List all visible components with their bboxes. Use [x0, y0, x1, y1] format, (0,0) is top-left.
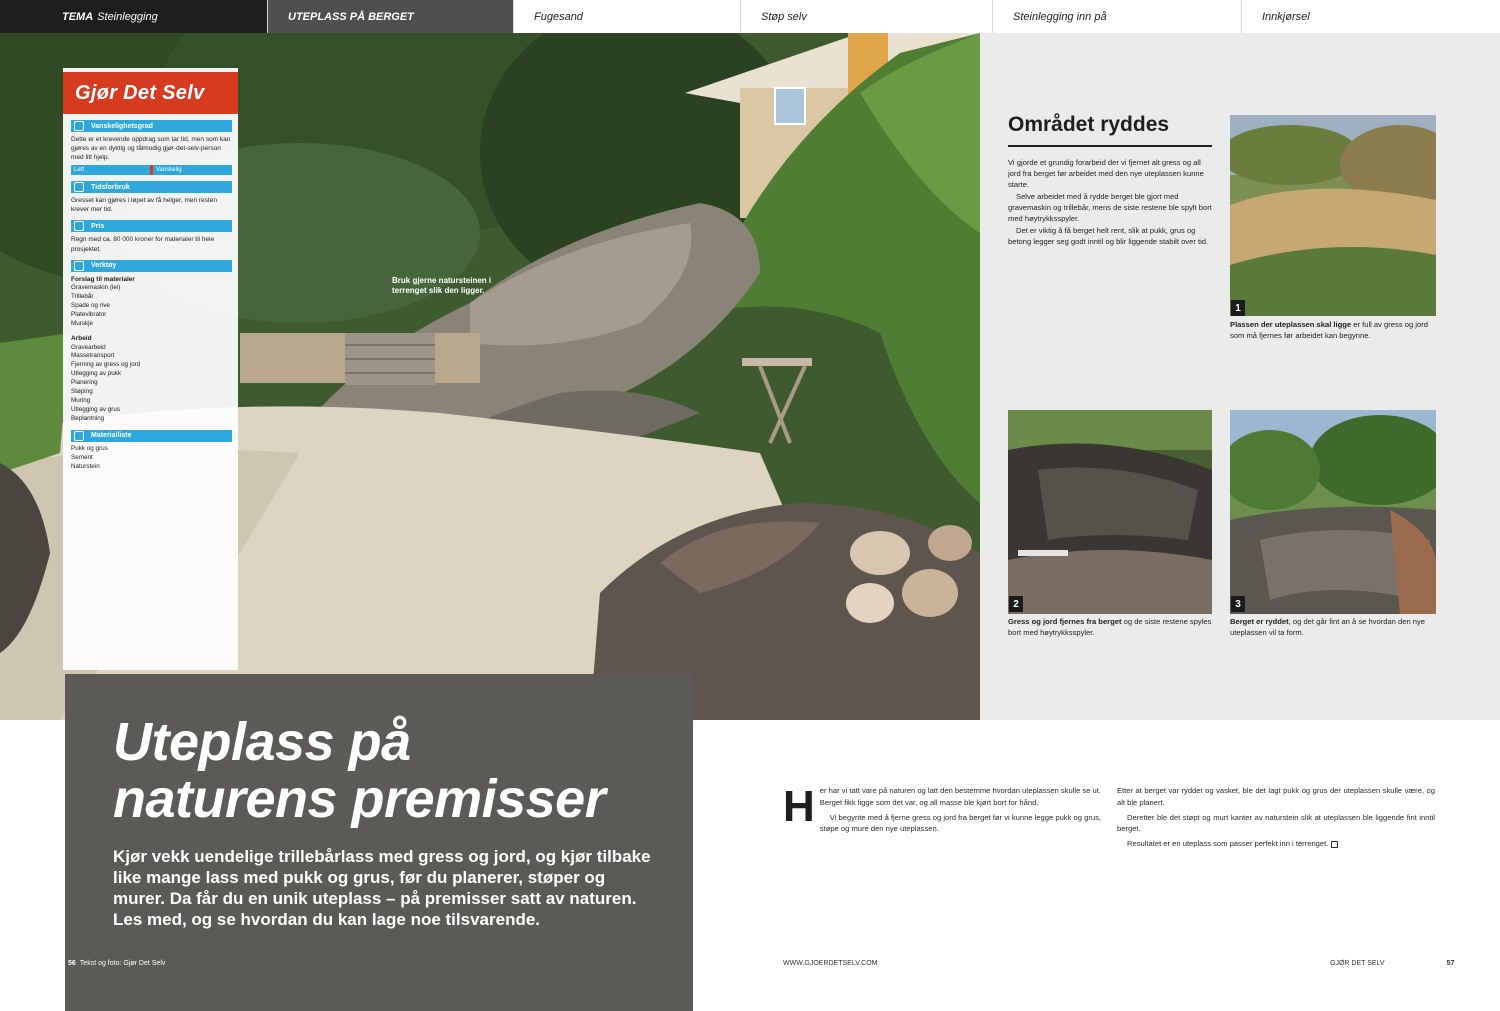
price-heading — [71, 220, 232, 232]
difficulty-scale — [71, 165, 232, 175]
list-item: Muring — [71, 397, 91, 405]
footer-magazine — [1330, 960, 1454, 967]
step-photo-3-illustration — [1230, 410, 1436, 614]
difficulty-text: Dette er et krevende oppdrag som tar tid, men som kan gjøres av en dyktig og tålmodig gjør-det-selv-person med litt hjelp. — [71, 136, 231, 162]
step-photo-1 — [1230, 115, 1436, 316]
tab-active[interactable]: UTEPLASS PÅ BERGET — [268, 0, 514, 33]
section-tab-bar — [0, 0, 1500, 33]
article-title-line2: naturens premisser — [113, 768, 606, 829]
article-paragraph: Vi begynte med å fjerne gress og jord fra berget før vi kunne legge pukk og grus, støpe og mure den nye uteplassen. — [819, 812, 1101, 834]
tab-theme[interactable] — [0, 0, 268, 33]
step-number-2: 2 — [1009, 596, 1023, 612]
article-lead — [113, 847, 653, 930]
footer-website: WWW.GJOERDETSELV.COM — [783, 960, 878, 967]
article-title-line1: Uteplass på — [113, 712, 411, 772]
footer-left — [68, 960, 165, 967]
list-item: Fjerning av gress og jord — [71, 361, 141, 369]
brand-header — [63, 68, 238, 114]
footer-credit: Tekst og foto: Gjør Det Selv — [79, 960, 166, 967]
footer-magazine-name: GJØR DET SELV — [1330, 960, 1385, 967]
price-text: Regn med ca. 80 000 kroner for materialer til hele prosjektet. — [71, 236, 215, 253]
page-number-left: 56 — [68, 960, 76, 967]
list-item: Trillebår — [71, 292, 94, 300]
tools-list — [71, 284, 232, 329]
time-text: Gresset kan gjøres i løpet av få helger, men resten krever mer tid. — [71, 197, 217, 214]
difficulty-icon — [74, 121, 84, 131]
photo-caption: Bruk gjerne natursteinen i terrenget slik den ligger. — [392, 276, 492, 296]
time-heading-text: Tidsforbruk — [91, 183, 130, 191]
step-caption-2 — [1008, 617, 1212, 639]
step-number-3: 3 — [1231, 596, 1245, 612]
paragraph-text: er har vi tatt vare på naturen og latt den bestemme hvordan uteplassen skulle se ut. Berget fikk ligge som det var, og all masse ble kjørt bort for hånd. — [819, 786, 1101, 807]
list-item: Murskje — [71, 319, 94, 327]
price-icon — [74, 221, 84, 231]
caption-text: og de siste restene spyles bort med høytrykksspyler. — [1008, 617, 1212, 637]
article-paragraph: Deretter ble det støpt og murt kanter av naturstein slik at uteplassen ble liggende fint inntil berget. — [1117, 812, 1435, 834]
section-body — [1008, 157, 1212, 248]
lead-text-a: Kjør vekk uendelige trillebårlass med gress og jord, og kjør tilbake like mange lass med pukk og grus, før du planerer, støper og murer. Da får du en — [113, 847, 651, 908]
list-item: Beplantning — [71, 415, 105, 423]
caption-bold: Berget er ryddet — [1230, 617, 1289, 626]
list-item: Massetransport — [71, 352, 115, 360]
tools-heading — [71, 260, 232, 272]
work-list — [71, 344, 232, 424]
lead-emphasis: unik uteplass – på premisser satt av naturen. — [272, 888, 637, 908]
work-subheading-text: Arbeid — [71, 335, 92, 343]
article-column-1 — [783, 782, 1101, 838]
tools-subheading-text: Forslag til materialer — [71, 275, 135, 283]
list-item: Platevibrator — [71, 310, 107, 318]
scale-low: Lett — [71, 165, 150, 175]
article-paragraph — [1117, 838, 1435, 850]
section-rule — [1008, 145, 1212, 147]
tools-heading-text: Verktøy — [91, 262, 117, 270]
list-item: Gravearbeid — [71, 343, 106, 351]
materials-heading-text: Materialliste — [91, 432, 132, 440]
tab-innkjorsel[interactable]: Innkjørsel — [1242, 0, 1500, 33]
list-item: Naturstein — [71, 462, 100, 470]
section-paragraph: Det er viktig å få berget helt rent, slik at pukk, grus og betong legger seg godt inntil og blir liggende stabilt over tid. — [1008, 226, 1209, 246]
info-sidebar — [63, 68, 238, 670]
materials-heading — [71, 430, 232, 442]
article-column-2 — [1117, 785, 1435, 853]
caption-bold: Gress og jord fjernes fra berget — [1008, 617, 1122, 626]
tab-fugesand[interactable]: Fugesand — [514, 0, 741, 33]
time-section — [71, 181, 232, 214]
section-title: Området ryddes — [1008, 113, 1170, 136]
tab-theme-label: Steinlegging — [97, 10, 158, 23]
section-paragraph: Vi gjorde et grundig forarbeid der vi fjernet alt gress og all jord fra berget før arbeidet med den nye uteplassen kunne starte. — [1008, 158, 1204, 189]
list-item: Pukk og grus — [71, 444, 108, 452]
lead-text-b: Les med, og se hvordan du kan lage noe tilsvarende. — [113, 909, 541, 929]
step-photo-2 — [1008, 410, 1212, 614]
list-item: Utlegging av pukk — [71, 370, 122, 378]
difficulty-heading — [71, 120, 232, 132]
drop-cap: H — [783, 782, 815, 831]
list-item: Sement — [71, 453, 93, 461]
tab-theme-bold: TEMA — [62, 10, 94, 23]
step-number-1: 1 — [1231, 300, 1245, 316]
step-caption-1 — [1230, 320, 1436, 342]
caption-text: er full av gress og jord som må fjernes før arbeidet kan begynne. — [1230, 320, 1428, 340]
end-mark-icon — [1331, 841, 1338, 848]
scale-high: Vanskelig — [153, 165, 232, 175]
time-heading — [71, 181, 232, 193]
list-item: Utlegging av grus — [71, 406, 121, 414]
list-item: Støping — [71, 388, 93, 396]
list-icon — [74, 431, 84, 441]
work-subheading — [71, 334, 232, 343]
caption-text: , og det går fint an å se hvordan den nye uteplassen vil ta form. — [1230, 617, 1426, 637]
step-photo-3 — [1230, 410, 1436, 614]
tab-stop-selv[interactable]: Støp selv — [741, 0, 993, 33]
page-number-right: 57 — [1446, 960, 1455, 967]
list-item: Gravemaskin (lei) — [71, 283, 121, 291]
brand-logo-text: Gjør Det Selv — [75, 81, 205, 104]
materials-list — [71, 445, 232, 472]
clock-icon — [74, 182, 84, 192]
tools-subheading — [71, 275, 232, 284]
step-caption-3 — [1230, 617, 1436, 639]
paragraph-text: Resultatet er en uteplass som passer perfekt inn i terrenget. — [1127, 839, 1329, 849]
tools-section — [71, 260, 232, 424]
price-section — [71, 220, 232, 253]
step-photo-2-illustration — [1008, 410, 1212, 614]
materials-section — [71, 430, 232, 472]
price-heading-text: Pris — [91, 222, 105, 230]
list-item: Spade og rive — [71, 301, 110, 309]
tab-steinlegging[interactable]: Steinlegging inn på — [993, 0, 1242, 33]
article-paragraph: Etter at berget var ryddet og vasket, ble det lagt pukk og grus der uteplassen skulle være, og alt ble planert. — [1117, 786, 1435, 807]
section-paragraph: Selve arbeidet med å rydde berget ble gjort med gravemaskin og trillebår, mens de siste restene ble spylt bort med høytrykksspyler. — [1008, 192, 1212, 223]
step-photo-1-illustration — [1230, 115, 1436, 316]
difficulty-section — [71, 120, 232, 175]
list-item: Planering — [71, 379, 98, 387]
tools-icon — [74, 261, 84, 271]
caption-bold: Plassen der uteplassen skal ligge — [1230, 320, 1352, 329]
difficulty-heading-text: Vanskelighetsgrad — [91, 122, 153, 130]
